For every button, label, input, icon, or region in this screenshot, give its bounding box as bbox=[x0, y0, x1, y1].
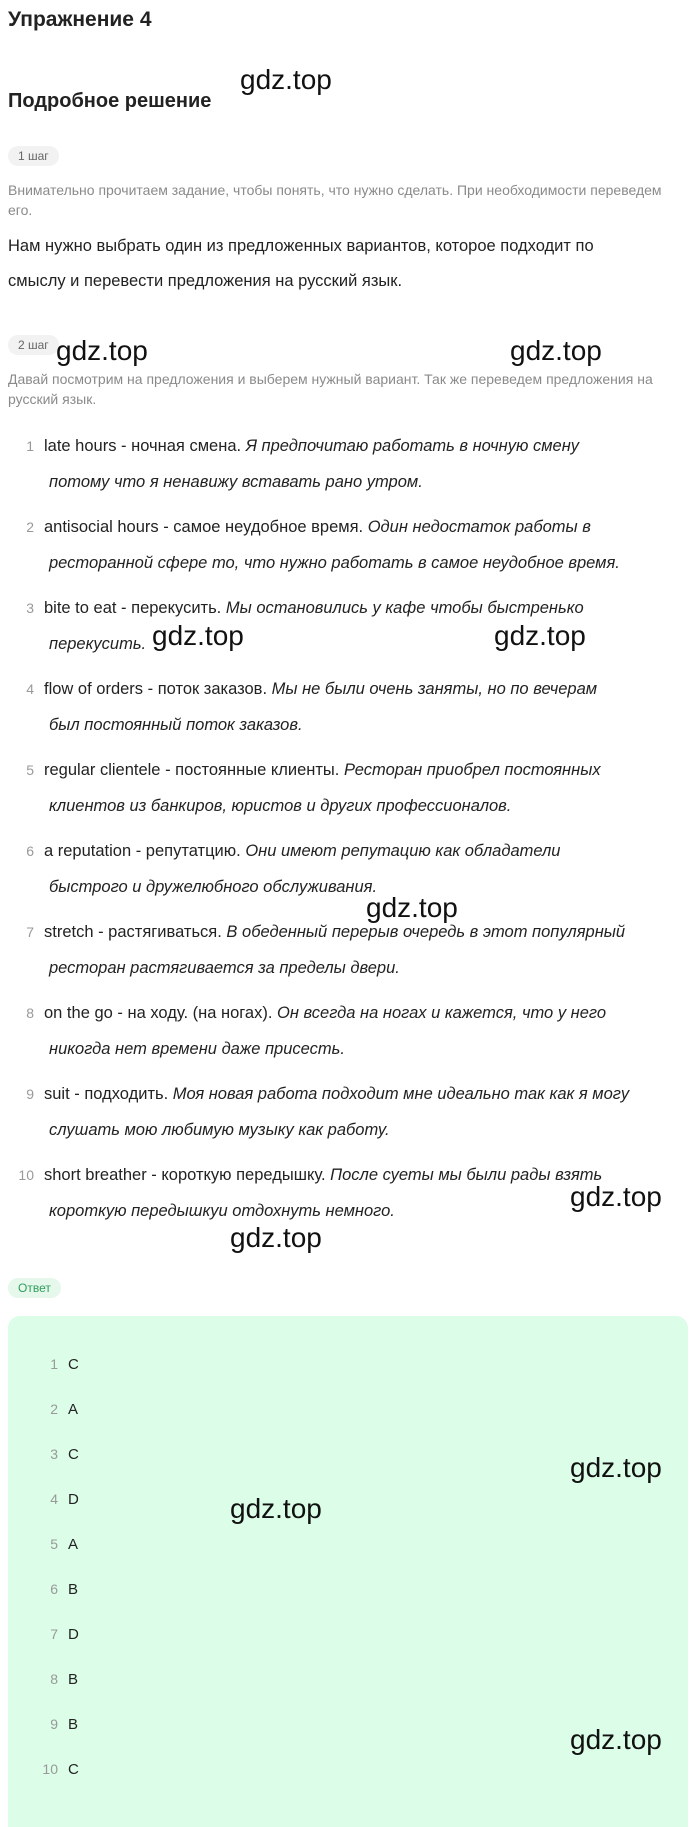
item-number: 1 bbox=[26, 438, 34, 454]
watermark: gdz.top bbox=[570, 1452, 662, 1483]
answer-value: D bbox=[68, 1491, 79, 1508]
item-number: 8 bbox=[26, 1005, 34, 1021]
item-translation: Он всегда на ногах и кажется, что у него bbox=[277, 1004, 607, 1022]
step-badge: 2 шаг bbox=[8, 335, 59, 355]
task-line: смыслу и перевести предложения на русский язык. bbox=[8, 272, 403, 290]
item-translation: В обеденный перерыв очередь в этот популярный bbox=[226, 923, 626, 941]
item-translation: Я предпочитаю работать в ночную смену bbox=[245, 437, 580, 455]
answer-value: A bbox=[68, 1536, 79, 1553]
item-line bbox=[44, 914, 625, 950]
answer-value: A bbox=[68, 1401, 79, 1418]
item-term: on the go - на ходу. (на ногах). bbox=[44, 1004, 278, 1022]
item-line bbox=[44, 833, 560, 869]
list-item bbox=[8, 833, 698, 914]
task-line: Нам нужно выбрать один из предложенных вариантов, которое подходит по bbox=[8, 237, 594, 255]
item-translation: был постоянный поток заказов. bbox=[49, 716, 303, 734]
watermark: gdz.top bbox=[494, 620, 586, 651]
item-translation: Моя новая работа подходит мне идеально так как я могу bbox=[172, 1085, 630, 1103]
item-translation: Один недостаток работы в bbox=[367, 518, 591, 536]
item-line bbox=[44, 428, 579, 464]
item-term: bite to eat - перекусить. bbox=[44, 599, 226, 617]
answer-number: 6 bbox=[50, 1581, 58, 1597]
answer-value: B bbox=[68, 1716, 79, 1733]
watermark: gdz.top bbox=[230, 1222, 322, 1253]
item-term: flow of orders - поток заказов. bbox=[44, 680, 272, 698]
answer-number: 5 bbox=[50, 1536, 58, 1552]
watermark: gdz.top bbox=[230, 1493, 322, 1524]
answer-badge: Ответ bbox=[8, 1278, 61, 1298]
item-term: antisocial hours - самое неудобное время. bbox=[44, 518, 368, 536]
item-translation: перекусить. bbox=[49, 635, 147, 653]
answer-number: 4 bbox=[50, 1491, 58, 1507]
list-item bbox=[8, 1076, 698, 1157]
item-term: a reputation - репутатцию. bbox=[44, 842, 246, 860]
watermark: gdz.top bbox=[570, 1724, 662, 1755]
item-term: regular clientele - постоянные клиенты. bbox=[44, 761, 344, 779]
answer-value: B bbox=[68, 1671, 79, 1688]
answer-number: 3 bbox=[50, 1446, 58, 1462]
item-line bbox=[44, 995, 606, 1031]
list-item bbox=[8, 428, 698, 509]
item-number: 7 bbox=[26, 924, 34, 940]
answer-number: 9 bbox=[50, 1716, 58, 1732]
item-translation: слушать мою любимую музыку как работу. bbox=[49, 1121, 390, 1139]
watermark: gdz.top bbox=[570, 1181, 662, 1212]
watermark: gdz.top bbox=[56, 335, 148, 366]
item-translation: Мы остановились у кафе чтобы быстренько bbox=[225, 599, 584, 617]
list-item bbox=[8, 671, 698, 752]
item-line bbox=[44, 752, 601, 788]
solution-list bbox=[8, 428, 698, 1238]
item-number: 10 bbox=[18, 1167, 34, 1183]
item-line bbox=[44, 509, 591, 545]
answer-value: C bbox=[68, 1761, 79, 1778]
answer-number: 2 bbox=[50, 1401, 58, 1417]
item-number: 5 bbox=[26, 762, 34, 778]
item-number: 6 bbox=[26, 843, 34, 859]
watermark: gdz.top bbox=[366, 892, 458, 923]
item-term: stretch - растягиваться. bbox=[44, 923, 227, 941]
item-term: short breather - короткую передышку. bbox=[44, 1166, 331, 1184]
list-item bbox=[8, 914, 698, 995]
watermark: gdz.top bbox=[240, 64, 332, 95]
list-item bbox=[8, 752, 698, 833]
item-translation: Ресторан приобрел постоянных bbox=[343, 761, 601, 779]
list-item bbox=[8, 509, 698, 590]
item-translation: ресторан растягивается за пределы двери. bbox=[49, 959, 400, 977]
item-line bbox=[44, 671, 597, 707]
item-number: 2 bbox=[26, 519, 34, 535]
item-translation: короткую передышкуи отдохнуть немного. bbox=[49, 1202, 395, 1220]
item-translation: Они имеют репутацию как обладатели bbox=[245, 842, 561, 860]
solution-heading: Подробное решение bbox=[8, 90, 212, 112]
answer-value: B bbox=[68, 1581, 79, 1598]
list-item bbox=[8, 995, 698, 1076]
item-translation: клиентов из банкиров, юристов и других профессионалов. bbox=[49, 797, 512, 815]
item-translation: Мы не были очень заняты, но по вечерам bbox=[271, 680, 598, 698]
answer-number: 7 bbox=[50, 1626, 58, 1642]
answer-number: 1 bbox=[50, 1356, 58, 1372]
answer-value: C bbox=[68, 1446, 79, 1463]
task-text bbox=[8, 229, 688, 299]
watermark: gdz.top bbox=[152, 620, 244, 651]
step-hint: Давай посмотрим на предложения и выберем нужный вариант. Так же переведем предложения на русский язык. bbox=[8, 371, 653, 407]
item-line bbox=[44, 1076, 629, 1112]
item-line bbox=[44, 1157, 602, 1193]
item-number: 4 bbox=[26, 681, 34, 697]
watermark: gdz.top bbox=[510, 335, 602, 366]
item-term: suit - подходить. bbox=[44, 1085, 173, 1103]
list-item bbox=[8, 590, 698, 671]
answer-value: C bbox=[68, 1356, 79, 1373]
answer-value: D bbox=[68, 1626, 79, 1643]
item-translation: быстрого и дружелюбного обслуживания. bbox=[49, 878, 378, 896]
item-number: 3 bbox=[26, 600, 34, 616]
answer-number: 8 bbox=[50, 1671, 58, 1687]
item-translation: После суеты мы были рады взять bbox=[330, 1166, 603, 1184]
page-title: Упражнение 4 bbox=[8, 8, 152, 31]
answer-number: 10 bbox=[42, 1761, 58, 1777]
item-number: 9 bbox=[26, 1086, 34, 1102]
item-translation: ресторанной сфере то, что нужно работать в самое неудобное время. bbox=[49, 554, 620, 572]
item-translation: потому что я ненавижу вставать рано утром. bbox=[49, 473, 423, 491]
item-term: late hours - ночная смена. bbox=[44, 437, 246, 455]
step-hint: Внимательно прочитаем задание, чтобы понять, что нужно сделать. При необходимости переведем его. bbox=[8, 182, 662, 218]
step-badge: 1 шаг bbox=[8, 146, 59, 166]
item-translation: никогда нет времени даже присесть. bbox=[49, 1040, 345, 1058]
